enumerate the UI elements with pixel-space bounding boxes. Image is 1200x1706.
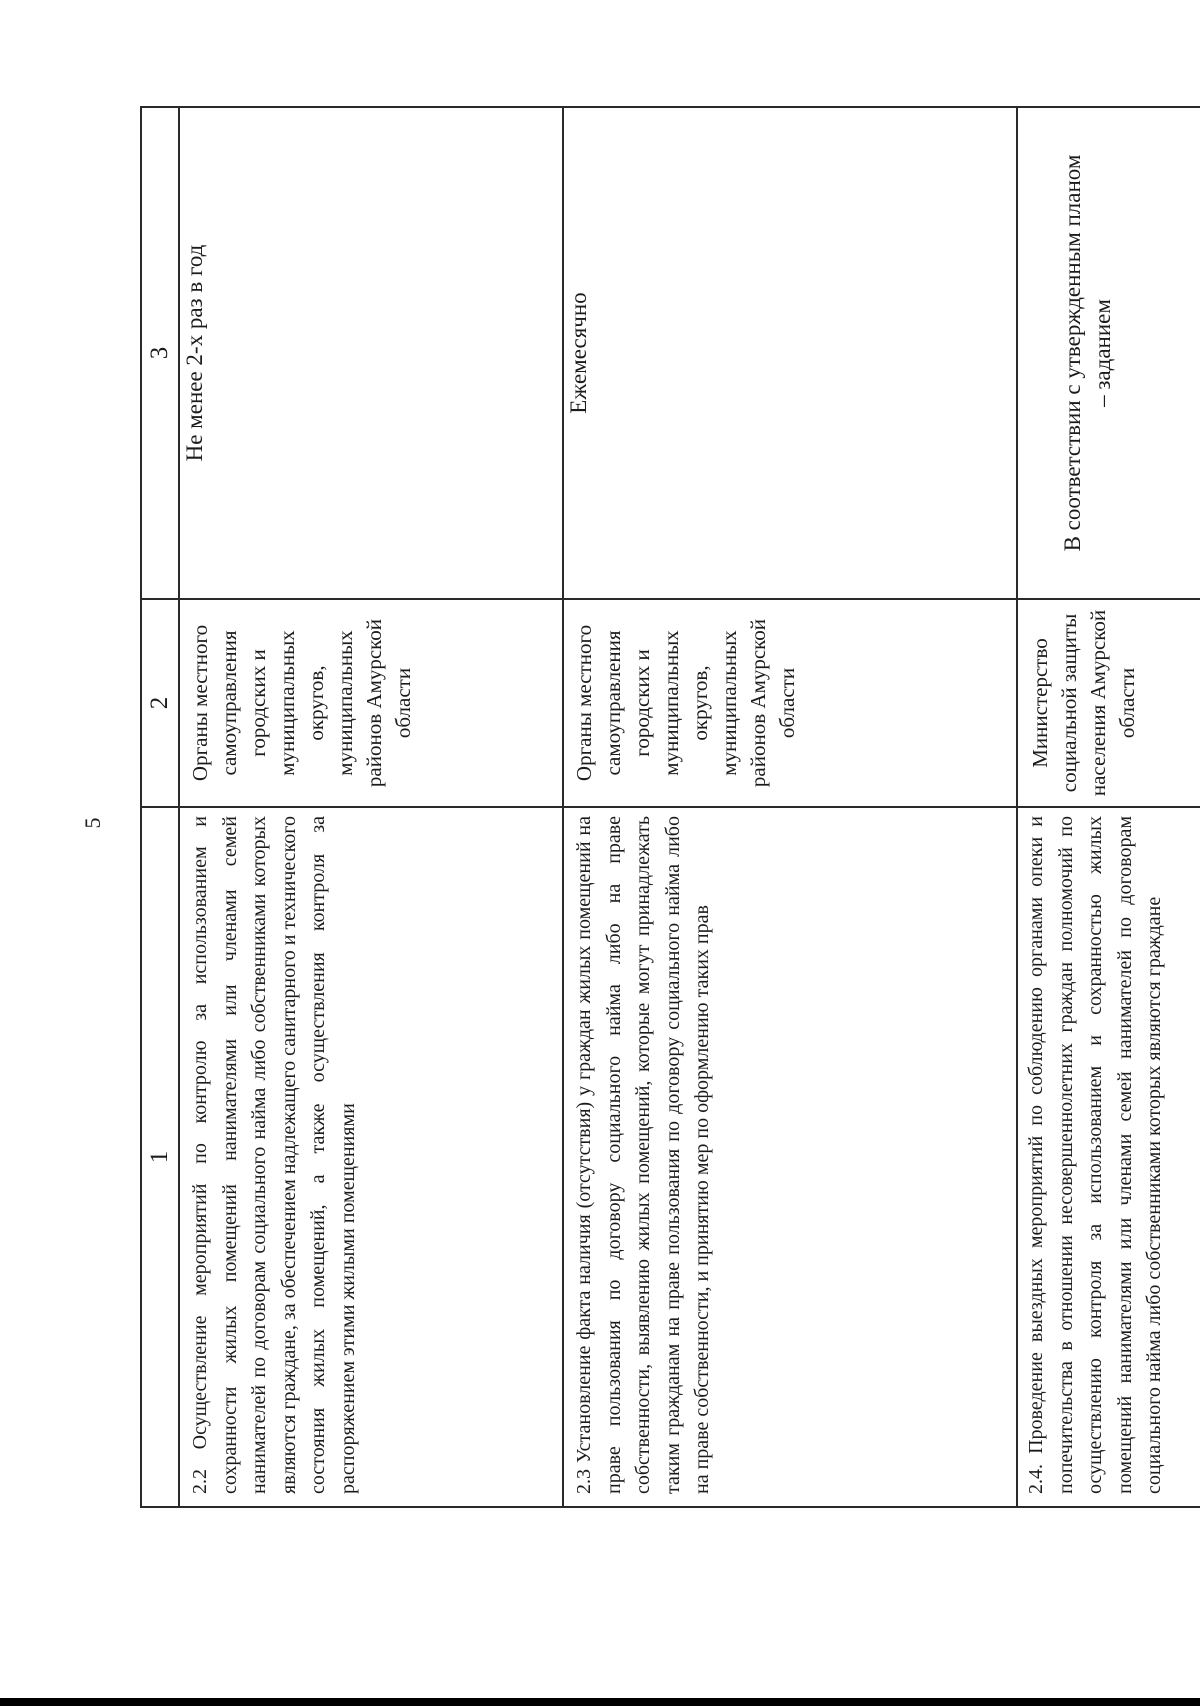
measure-description: 2.2 Осуществление мероприятий по контролю за использованием и сохранности жилых помещений нанимателями или членами семей нанимателей по договорам социального найма либо собственниками которых являются граждане, за обеспечением надлежащего санитарного и технического состояния жилых помещений, а также осуществления контроля за распоряжением этими жилыми помещениями	[179, 807, 563, 1507]
header-col-3: 3	[141, 107, 179, 599]
measure-description: 2.3 Установление факта наличия (отсутствия) у граждан жилых помещений на праве пользования по договору социального найма либо на праве собственности, выявлению жилых помещений, которые могут принадлежать таким гражданам на праве пользования по договору социального найма либо на праве собственности, и принятию мер по оформлению таких прав	[563, 807, 1017, 1507]
measure-executor: Органы местного самоуправления городских и муниципальных округов, муниципальных районов Амурской области	[179, 599, 563, 807]
page-number: 5	[80, 817, 105, 829]
measure-frequency: В соответствии с утвержденным планом – заданием	[1017, 107, 1200, 599]
measure-description: 2.4. Проведение выездных мероприятий по соблюдению органами опеки и попечительства в отношении несовершеннолетних граждан полномочий по осуществлению контроля за использованием и сохранностью жилых помещений нанимателями или членами семей нанимателей по договорам социального найма либо собственниками которых являются граждане	[1017, 807, 1200, 1507]
measure-executor: Органы местного самоуправления городских и муниципальных округов, муниципальных районов Амурской области	[563, 599, 1017, 807]
table-row	[1017, 107, 1200, 1507]
header-col-1: 1	[141, 807, 179, 1507]
table-row	[563, 107, 1017, 1507]
measure-frequency: Не менее 2-х раз в год	[179, 107, 563, 599]
rotated-table-container	[140, 108, 1165, 1508]
measure-frequency: Ежемесячно	[563, 107, 1017, 599]
scan-bottom-edge	[0, 1698, 1200, 1706]
table-header-row	[141, 107, 179, 1507]
measure-executor: Министерство социальной защиты населения Амурской области	[1017, 599, 1200, 807]
table-row	[179, 107, 563, 1507]
header-col-2: 2	[141, 599, 179, 807]
measures-table	[140, 106, 1200, 1508]
